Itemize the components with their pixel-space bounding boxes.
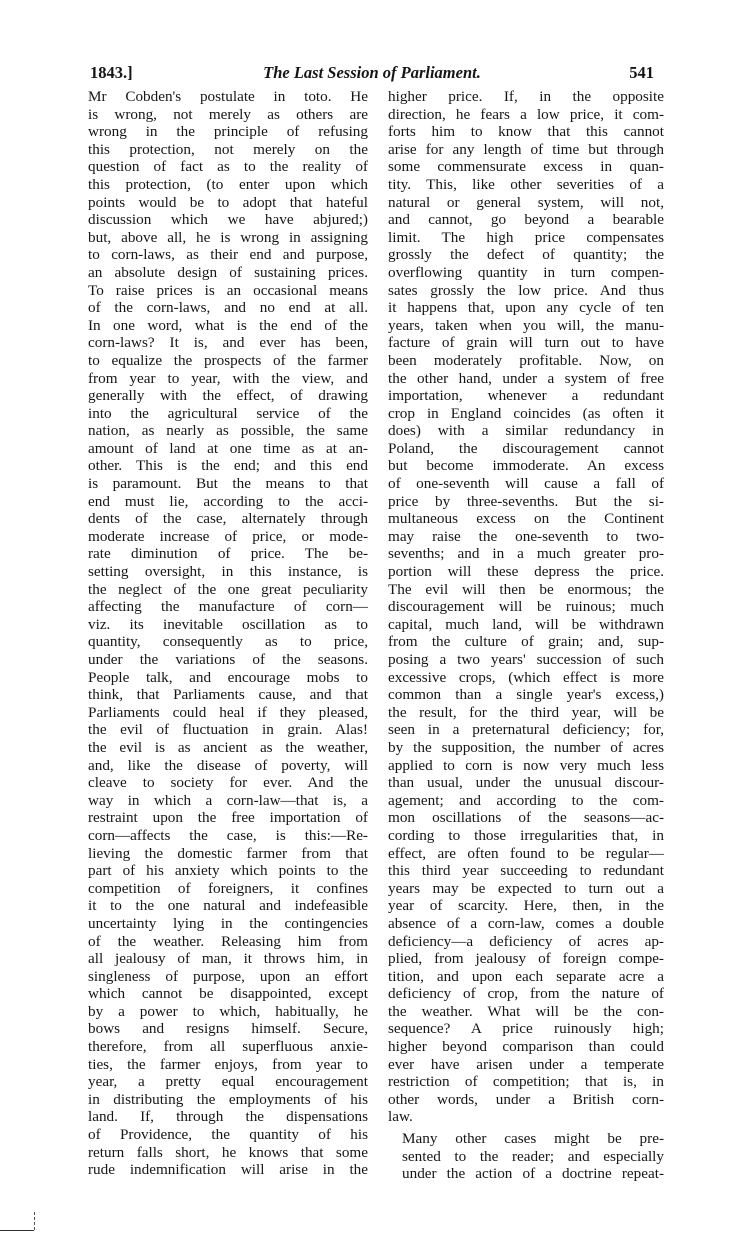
- text-line: sented to the reader; and especially: [402, 1147, 664, 1165]
- text-line: the evil is as ancient as the weather,: [88, 738, 368, 756]
- text-line: restriction of competition; that is, in: [388, 1073, 664, 1091]
- text-line: is wrong, not merely as others are: [88, 105, 368, 123]
- text-line: other words, under a British corn-: [388, 1090, 664, 1108]
- text-line: in distributing the employments of his: [88, 1090, 368, 1108]
- text-line: under the variations of the seasons.: [88, 651, 368, 668]
- text-line: direction, he fears a low price, it com-: [388, 105, 664, 123]
- text-line: competition of foreigners, it confines: [88, 879, 368, 897]
- text-line: grossly the defect of quantity; the: [388, 246, 664, 264]
- text-line: and cannot, go beyond a bearable: [388, 211, 664, 229]
- text-line: overflowing quantity in turn compen-: [388, 263, 664, 281]
- text-line: rate diminution of price. The be-: [88, 545, 368, 563]
- text-line: natural or general system, will not,: [388, 193, 664, 211]
- margin-tick: [34, 1212, 36, 1230]
- text-line: it happens that, upon any cycle of ten: [388, 299, 664, 317]
- text-line: ties, the farmer enjoys, from year to: [88, 1055, 368, 1073]
- text-line: by a power to which, habitually, he: [88, 1002, 368, 1020]
- text-line: than usual, under the unusual discour-: [388, 774, 664, 792]
- text-line: been moderately profitable. Now, on: [388, 351, 664, 369]
- text-line: the evil of fluctuation in grain. Alas!: [88, 721, 368, 739]
- text-line: To raise prices is an occasional means: [88, 281, 368, 299]
- right-paragraph-1: [388, 88, 664, 1126]
- text-line: land. If, through the dispensations: [88, 1108, 368, 1126]
- text-line: Many other cases might be pre-: [402, 1130, 664, 1148]
- text-line: part of his anxiety which points to the: [88, 862, 368, 880]
- text-line: year of scarcity. Here, then, in the: [388, 897, 664, 915]
- text-line: into the agricultural service of the: [88, 404, 368, 422]
- text-line: common than a single year's excess,): [388, 686, 664, 704]
- text-line: sequence? A price ruinously high;: [388, 1020, 664, 1038]
- text-line: and, like the disease of poverty, will: [88, 756, 368, 774]
- margin-rule: [0, 1222, 34, 1231]
- left-column: [88, 88, 368, 1179]
- text-line: posing a two years' succession of such: [388, 651, 664, 668]
- text-line: this protection, (to enter upon which: [88, 175, 368, 193]
- text-line: effect, are often found to be regular—: [388, 844, 664, 862]
- text-line: may raise the one-seventh to two-: [388, 527, 664, 545]
- text-line: of the corn-laws, and no end at all.: [88, 299, 368, 317]
- text-line: singleness of purpose, upon an effort: [88, 967, 368, 985]
- text-line: of Providence, the quantity of his: [88, 1126, 368, 1144]
- text-line: higher beyond comparison than could: [388, 1038, 664, 1056]
- text-line: cording to those irregularities that, in: [388, 826, 664, 844]
- text-line: arise for any length of time but through: [388, 140, 664, 158]
- text-line: corn—affects the case, is this:—Re-: [88, 826, 368, 844]
- left-paragraph: [88, 88, 368, 1179]
- text-line: but, above all, he is wrong in assigning: [88, 228, 368, 246]
- text-line: which cannot be disappointed, except: [88, 985, 368, 1003]
- text-line: the weather. What will be the con-: [388, 1002, 664, 1020]
- text-line: tition, and upon each separate acre a: [388, 967, 664, 985]
- text-line: to corn-laws, as their end and purpose,: [88, 246, 368, 264]
- text-line: but become immoderate. An excess: [388, 457, 664, 475]
- text-line: wrong in the principle of refusing: [88, 123, 368, 141]
- right-column: [388, 88, 664, 1183]
- text-line: higher price. If, in the opposite: [388, 88, 664, 105]
- text-line: multaneous excess on the Continent: [388, 510, 664, 528]
- text-line: capital, much land, will be withdrawn: [388, 615, 664, 633]
- text-line: excessive crops, (which effect is more: [388, 668, 664, 686]
- text-line: limit. The high price compensates: [388, 228, 664, 246]
- text-line: deficiency—a deficiency of acres ap-: [388, 932, 664, 950]
- text-line: some commensurate excess in quan-: [388, 158, 664, 176]
- text-line: think, that Parliaments cause, and that: [88, 686, 368, 704]
- text-line: from the culture of grain; and, sup-: [388, 633, 664, 651]
- text-line: ever have arisen under a temperate: [388, 1055, 664, 1073]
- text-line: mon oscillations of the seasons—ac-: [388, 809, 664, 827]
- text-line: seen in a preternatural deficiency; for,: [388, 721, 664, 739]
- text-line: by the supposition, the number of acres: [388, 738, 664, 756]
- text-line: question of fact as to the reality of: [88, 158, 368, 176]
- text-line: to equalize the prospects of the farmer: [88, 351, 368, 369]
- text-line: In one word, what is the end of the: [88, 316, 368, 334]
- text-line: The evil will then be enormous; the: [388, 580, 664, 598]
- text-line: affecting the manufacture of corn—: [88, 598, 368, 616]
- text-line: this protection, not merely on the: [88, 140, 368, 158]
- text-line: amount of land at one time as at an-: [88, 439, 368, 457]
- text-line: all jealousy of man, it throws him, in: [88, 950, 368, 968]
- text-line: rude indemnification will arise in the: [88, 1161, 368, 1179]
- text-line: does) with a similar redundancy in: [388, 422, 664, 440]
- text-line: viz. its inevitable oscillation as to: [88, 615, 368, 633]
- text-line: sevenths; and in a much greater pro-: [388, 545, 664, 563]
- text-line: quantity, consequently as to price,: [88, 633, 368, 651]
- text-line: the other hand, under a system of free: [388, 369, 664, 387]
- text-line: other. This is the end; and this end: [88, 457, 368, 475]
- text-line: from year to year, with the view, and: [88, 369, 368, 387]
- text-line: Mr Cobden's postulate in toto. He: [88, 88, 368, 105]
- text-line: deficiency of crop, from the nature of: [388, 985, 664, 1003]
- text-line: price by three-sevenths. But the si-: [388, 492, 664, 510]
- text-line: of one-seventh will cause a fall of: [388, 475, 664, 493]
- text-line: Poland, the discouragement cannot: [388, 439, 664, 457]
- text-line: nation, as nearly as possible, the same: [88, 422, 368, 440]
- header-year: 1843.]: [90, 63, 133, 82]
- text-line: law.: [388, 1108, 413, 1126]
- text-line: this third year succeeding to redundant: [388, 862, 664, 880]
- text-line: uncertainty lying in the contingencies: [88, 914, 368, 932]
- text-line: is paramount. But the means to that: [88, 475, 368, 493]
- text-line: restraint upon the free importation of: [88, 809, 368, 827]
- text-line: it to the one natural and indefeasible: [88, 897, 368, 915]
- text-line: applied to corn is now very much less: [388, 756, 664, 774]
- text-line: under the action of a doctrine repeat-: [402, 1165, 664, 1183]
- header-title: The Last Session of Parliament.: [263, 63, 481, 82]
- text-line: way in which a corn-law—that is, a: [88, 791, 368, 809]
- text-line: absence of a corn-law, comes a double: [388, 914, 664, 932]
- text-line: year, a pretty equal encouragement: [88, 1073, 368, 1091]
- text-line: crop in England coincides (as often it: [388, 404, 664, 422]
- text-line: points would be to adopt that hateful: [88, 193, 368, 211]
- text-line: forts him to know that this cannot: [388, 123, 664, 141]
- text-line: sates grossly the low price. And thus: [388, 281, 664, 299]
- text-line: agement; and according to the com-: [388, 791, 664, 809]
- text-line: return falls short, he knows that some: [88, 1143, 368, 1161]
- text-line: of the weather. Releasing him from: [88, 932, 368, 950]
- text-line: generally with the effect, of drawing: [88, 387, 368, 405]
- text-line: bows and resigns himself. Secure,: [88, 1020, 368, 1038]
- text-line: the neglect of the one great peculiarity: [88, 580, 368, 598]
- text-line: corn-laws? It is, and ever has been,: [88, 334, 368, 352]
- text-line: dents of the case, alternately through: [88, 510, 368, 528]
- right-paragraph-2: [388, 1130, 664, 1183]
- text-line: lieving the domestic farmer from that: [88, 844, 368, 862]
- running-header: [90, 63, 654, 85]
- text-line: the result, for the third year, will be: [388, 703, 664, 721]
- text-line: an absolute design of sustaining prices.: [88, 263, 368, 281]
- text-line: years, taken when you will, the manu-: [388, 316, 664, 334]
- text-line: plied, from jealousy of foreign compe-: [388, 950, 664, 968]
- text-line: end must lie, according to the acci-: [88, 492, 368, 510]
- text-line: discouragement will be ruinous; much: [388, 598, 664, 616]
- text-line: setting oversight, in this instance, is: [88, 563, 368, 581]
- text-line: Parliaments could heal if they pleased,: [88, 703, 368, 721]
- text-line: facture of grain will turn out to have: [388, 334, 664, 352]
- text-line: People talk, and encourage mobs to: [88, 668, 368, 686]
- page-number: 541: [629, 63, 654, 82]
- text-line: years may be expected to turn out a: [388, 879, 664, 897]
- text-line: importation, whenever a redundant: [388, 387, 664, 405]
- text-line: discussion which we have abjured;): [88, 211, 368, 229]
- text-line: cleave to society for ever. And the: [88, 774, 368, 792]
- text-line: moderate increase of price, or mode-: [88, 527, 368, 545]
- text-line: portion will these depress the price.: [388, 563, 664, 581]
- text-line: therefore, from all superfluous anxie-: [88, 1038, 368, 1056]
- text-line: tity. This, like other severities of a: [388, 175, 664, 193]
